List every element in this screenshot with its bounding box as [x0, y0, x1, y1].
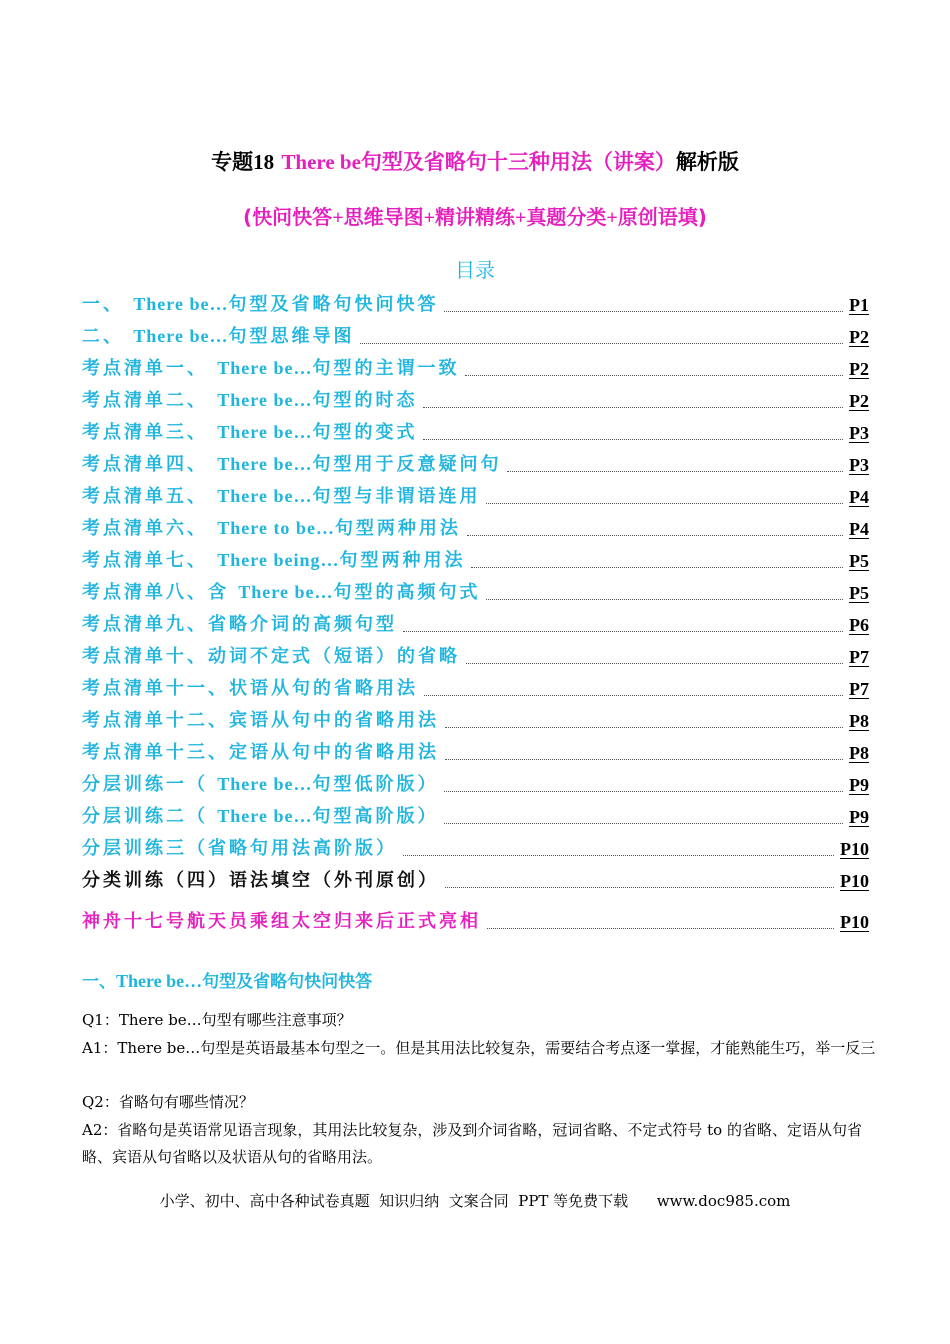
- toc-entry[interactable]: [82, 286, 869, 318]
- toc-dot-leader: [360, 342, 843, 344]
- toc-entry-prefix: 分层训练一（: [82, 774, 208, 795]
- title-number: 18: [253, 150, 275, 174]
- toc-dot-leader: [445, 726, 843, 728]
- toc-entry-prefix: 分层训练二（: [82, 806, 208, 827]
- toc-entry-english: There be…: [217, 486, 313, 506]
- toc-entry-suffix: 句型的高频句式: [333, 582, 481, 603]
- subtitle-part-5: 原创语填): [617, 205, 707, 229]
- toc-entry-prefix: 考点清单五、: [82, 486, 208, 507]
- toc-entry-label: [82, 740, 439, 766]
- toc-entry-label: [82, 708, 439, 734]
- toc-page-number: P5: [849, 551, 869, 571]
- toc-entry-english: There be…: [238, 582, 334, 602]
- toc-entry-label: [82, 547, 465, 574]
- subtitle-plus-3: +: [515, 207, 527, 229]
- toc-page-number: P2: [849, 391, 869, 411]
- toc-entry-label: [82, 579, 480, 606]
- toc-entry-prefix: 考点清单十一、状语从句的省略用法: [82, 678, 418, 699]
- subtitle-part-2: 思维导图: [343, 205, 424, 229]
- toc-dot-leader: [507, 470, 843, 472]
- answer-1: A1：There be…句型是英语最基本句型之一。但是其用法比较复杂，需要结合考点逐一掌握，才能熟能生巧，举一反三: [82, 1039, 876, 1057]
- toc-dot-leader: [403, 854, 834, 856]
- toc-dot-leader: [466, 662, 843, 664]
- toc-entry-suffix: 句型及省略句快问快答: [228, 294, 439, 315]
- toc-entry-prefix: 考点清单一、: [82, 358, 208, 379]
- section-heading-prefix: 一、: [82, 972, 116, 992]
- page-footer: 小学、初中、高中各种试卷真题 知识归纳 文案合同 PPT 等免费下载 www.doc985.com: [159, 1192, 791, 1210]
- toc-entry-label: [82, 291, 438, 318]
- section-heading-english: There be…: [116, 971, 203, 991]
- toc-dot-leader: [486, 502, 843, 504]
- toc-entry-suffix: 句型的时态: [312, 390, 418, 411]
- toc-entry[interactable]: [82, 510, 869, 542]
- section-heading: [82, 967, 372, 992]
- subtitle-part-4: 真题分类: [526, 205, 607, 229]
- toc-entry[interactable]: [82, 862, 869, 894]
- toc-entry-prefix: 考点清单十三、定语从句中的省略用法: [82, 742, 439, 763]
- toc-page-number: P4: [849, 487, 869, 507]
- toc-entry-prefix: 分类训练（四）语法填空（外刊原创）: [82, 870, 439, 891]
- toc-dot-leader: [486, 598, 843, 600]
- toc-page-number: P8: [849, 743, 869, 763]
- toc-entry-english: There be…: [133, 326, 229, 346]
- toc-dot-leader: [403, 630, 843, 632]
- toc-entry-prefix: 神舟十七号航天员乘组太空归来后正式亮相: [82, 911, 481, 932]
- toc-entry[interactable]: [82, 542, 869, 574]
- toc-entry[interactable]: [82, 798, 869, 830]
- toc-entry[interactable]: [82, 414, 869, 446]
- toc-dot-leader: [423, 406, 843, 408]
- toc-entry-prefix: 考点清单三、: [82, 422, 208, 443]
- toc-entry-suffix: 句型的变式: [312, 422, 418, 443]
- toc-entry-prefix: 考点清单九、省略介词的高频句型: [82, 614, 397, 635]
- toc-heading: 目录: [455, 258, 495, 282]
- toc-entry-label: [82, 644, 460, 670]
- toc-entry-label: [82, 771, 438, 798]
- toc-entry[interactable]: [82, 382, 869, 414]
- toc-entry[interactable]: [82, 350, 869, 382]
- toc-entry-label: [82, 868, 439, 894]
- subtitle-plus-4: +: [606, 207, 618, 229]
- toc-entry[interactable]: [82, 734, 869, 766]
- toc-page-number: P7: [849, 647, 869, 667]
- toc-page-number: P4: [849, 519, 869, 539]
- toc-entry-suffix: 句型与非谓语连用: [312, 486, 481, 507]
- toc-dot-leader: [467, 534, 843, 536]
- toc-entry-suffix: 句型两种用法: [339, 550, 466, 571]
- toc-entry-label: [82, 803, 438, 830]
- toc-entry-prefix: 考点清单七、: [82, 550, 208, 571]
- toc-entry-english: There to be…: [217, 518, 335, 538]
- toc-entry-label: [82, 676, 418, 702]
- toc-entry[interactable]: [82, 766, 869, 798]
- toc-entry-english: There be…: [217, 390, 313, 410]
- toc-entry-prefix: 考点清单四、: [82, 454, 208, 475]
- toc-entry-english: There being…: [217, 550, 340, 570]
- section-heading-text: 句型及省略句快问快答: [202, 972, 373, 992]
- toc-entry[interactable]: [82, 446, 869, 478]
- toc-page-number: P10: [840, 871, 869, 891]
- toc-entry[interactable]: [82, 638, 869, 670]
- toc-page-number: P3: [849, 423, 869, 443]
- toc-entry[interactable]: [82, 830, 869, 862]
- toc-entry-suffix: 句型高阶版）: [312, 806, 439, 827]
- toc-dot-leader: [445, 758, 843, 760]
- subtitle-part-3: 精讲精练: [435, 205, 515, 229]
- toc-entry-prefix: 考点清单十二、宾语从句中的省略用法: [82, 710, 439, 731]
- document-title: [0, 146, 950, 176]
- toc-entry-prefix: 分层训练三（省略句用法高阶版）: [82, 838, 397, 859]
- toc-page-number: P9: [849, 807, 869, 827]
- document-subtitle: [0, 201, 950, 230]
- toc-entry-suffix: 句型的主谓一致: [312, 358, 460, 379]
- toc-entry-english: There be…: [217, 806, 313, 826]
- toc-entry[interactable]: [82, 574, 869, 606]
- toc-entry[interactable]: [82, 702, 869, 734]
- toc-entry-english: There be…: [217, 454, 313, 474]
- toc-entry-label: [82, 387, 417, 414]
- toc-entry[interactable]: [82, 478, 869, 510]
- toc-entry-suffix: 句型思维导图: [228, 326, 355, 347]
- toc-dot-leader: [465, 374, 843, 376]
- toc-entry-prefix: 考点清单二、: [82, 390, 208, 411]
- toc-entry-prefix: 考点清单八、含: [82, 582, 229, 603]
- toc-page-number: P5: [849, 583, 869, 603]
- toc-entry-suffix: 句型用于反意疑问句: [312, 454, 502, 475]
- toc-page-number: P7: [849, 679, 869, 699]
- toc-entry-suffix: 句型两种用法: [334, 518, 461, 539]
- title-prefix: 专题: [211, 150, 254, 174]
- toc-entry-label: [82, 612, 397, 638]
- toc-entry-english: There be…: [217, 422, 313, 442]
- toc-dot-leader: [423, 438, 843, 440]
- subtitle-plus-2: +: [423, 207, 435, 229]
- toc-page-number: P9: [849, 775, 869, 795]
- toc-dot-leader: [487, 927, 834, 929]
- toc-entry-prefix: 考点清单十、动词不定式（短语）的省略: [82, 646, 460, 667]
- toc-entry-label: [82, 909, 481, 935]
- title-middle: 句型及省略句十三种用法（讲案）: [360, 150, 676, 174]
- toc-entry-english: There be…: [133, 294, 229, 314]
- toc-entry-prefix: 二、: [82, 326, 124, 347]
- toc-page-number: P1: [849, 295, 869, 315]
- toc-entry-label: [82, 451, 501, 478]
- toc-entry-label: [82, 836, 397, 862]
- toc-dot-leader: [424, 694, 843, 696]
- toc-dot-leader: [445, 886, 834, 888]
- toc-page-number: P6: [849, 615, 869, 635]
- toc-entry-label: [82, 515, 461, 542]
- toc-page-number: P2: [849, 327, 869, 347]
- toc-page-number: P8: [849, 711, 869, 731]
- toc-page-number: P10: [840, 912, 869, 932]
- toc-entry[interactable]: [82, 670, 869, 702]
- toc-dot-leader: [444, 822, 843, 824]
- title-english: There be: [281, 150, 361, 174]
- toc-page-number: P3: [849, 455, 869, 475]
- toc-page-number: P2: [849, 359, 869, 379]
- answer-2: A2：省略句是英语常见语言现象，其用法比较复杂，涉及到介词省略，冠词省略、不定式符号 to 的省略、定语从句省略、宾语从句省略以及状语从句的省略用法。: [82, 1121, 862, 1166]
- subtitle-plus-1: +: [332, 207, 344, 229]
- toc-entry-label: [82, 355, 459, 382]
- title-suffix: 解析版: [675, 150, 739, 174]
- toc-entry-english: There be…: [217, 358, 313, 378]
- toc-entry[interactable]: [82, 318, 869, 350]
- toc-dot-leader: [444, 310, 843, 312]
- toc-entry-label: [82, 483, 480, 510]
- toc-page-number: P10: [840, 839, 869, 859]
- toc-entry[interactable]: [82, 606, 869, 638]
- subtitle-part-1: (快问快答: [243, 205, 333, 229]
- toc-entry-label: [82, 419, 417, 446]
- question-1: Q1：There be…句型有哪些注意事项？: [82, 1011, 352, 1029]
- toc-entry-suffix: 句型低阶版）: [312, 774, 439, 795]
- toc-entry-english: There be…: [217, 774, 313, 794]
- toc-entry-prefix: 一、: [82, 294, 124, 315]
- toc-dot-leader: [444, 790, 843, 792]
- toc-entry-prefix: 考点清单六、: [82, 518, 208, 539]
- toc-entry[interactable]: [82, 903, 869, 935]
- toc-entry-label: [82, 323, 354, 350]
- toc-dot-leader: [471, 566, 843, 568]
- question-2: Q2：省略句有哪些情况？: [82, 1093, 254, 1111]
